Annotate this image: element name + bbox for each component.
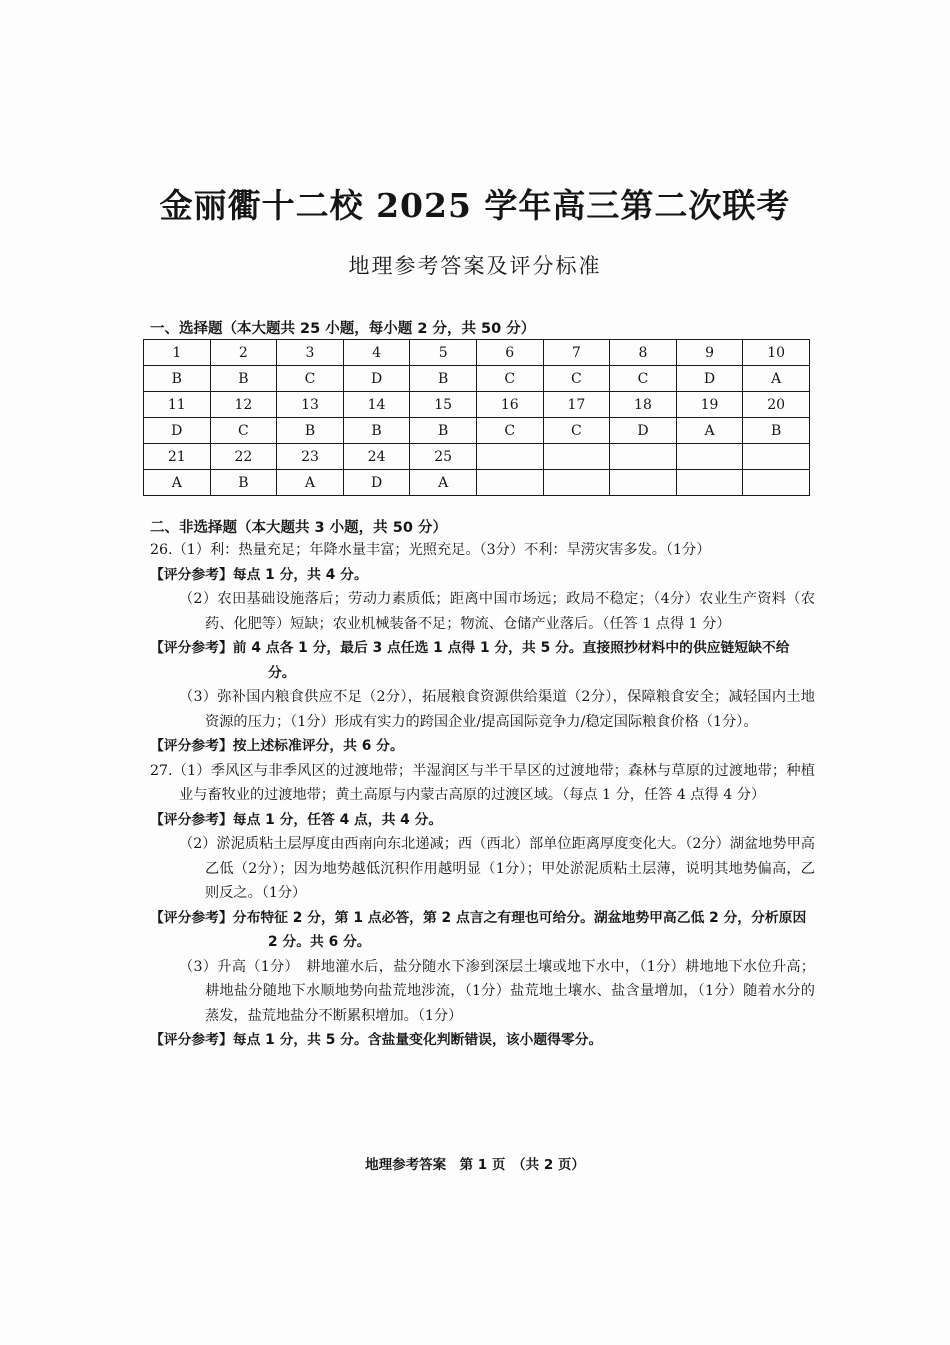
answer-table-cell: D [144, 418, 211, 444]
scoring-note: 【评分参考】前 4 点各 1 分，最后 3 点任选 1 点得 1 分，共 5 分。直接照抄材料中的供应链短缺不给分。 [150, 640, 790, 681]
section2-heading: 二、非选择题（本大题共 3 小题，共 50 分） [150, 520, 447, 536]
answer-table-row [144, 418, 810, 444]
answer-table-cell: B [277, 418, 344, 444]
scoring-note: 【评分参考】分布特征 2 分，第 1 点必答，第 2 点言之有理也可给分。湖盆地势甲高乙低 2 分，分析原因 2 分。共 6 分。 [150, 909, 807, 950]
scoring-note: 【评分参考】每点 1 分，共 5 分。含盐量变化判断错误，该小题得零分。 [150, 1032, 603, 1048]
answer-table-cell [610, 444, 677, 470]
answer-table-row [144, 340, 810, 366]
answer-table-cell: 23 [277, 444, 344, 470]
answer-table-cell: 10 [743, 340, 810, 366]
answer-table-cell: B [410, 366, 477, 392]
answer-table-cell: 9 [676, 340, 743, 366]
answer-table-cell: C [610, 366, 677, 392]
answer-table-cell: C [277, 366, 344, 392]
answer-table-cell: 16 [476, 392, 543, 418]
answer-table-cell [743, 470, 810, 496]
answer-table-cell: C [476, 366, 543, 392]
answer-table-row [144, 470, 810, 496]
answer-table-cell: D [343, 366, 410, 392]
scoring-note: 【评分参考】每点 1 分，任答 4 点，共 4 分。 [150, 811, 443, 828]
answer-table-cell: B [743, 418, 810, 444]
answer-table-cell: D [610, 418, 677, 444]
answer-item: 26.（1）利：热量充足；年降水量丰富；光照充足。（3分）不利：旱涝灾害多发。（1分） [150, 542, 711, 558]
answer-item: （2）淤泥质粘土层厚度由西南向东北递减；西（西北）部单位距离厚度变化大。（2分）湖盆地势甲高乙低（2分）；因为地势越低沉积作用越明显（1分）；甲处淤泥质粘土层薄，说明其地势偏高，乙则反之。（1分） [179, 836, 815, 901]
answer-table-cell: 22 [210, 444, 277, 470]
page-subtitle: 地理参考答案及评分标准 [348, 254, 602, 278]
answer-table-cell: 20 [743, 392, 810, 418]
answer-table-cell: B [210, 470, 277, 496]
answer-table-cell: 11 [144, 392, 211, 418]
answer-table-cell: 6 [476, 340, 543, 366]
answer-table-cell: 19 [676, 392, 743, 418]
answer-table-cell: 15 [410, 392, 477, 418]
answer-table-cell [476, 470, 543, 496]
answer-table-cell: C [543, 418, 610, 444]
answer-table-cell: 3 [277, 340, 344, 366]
answer-content [150, 538, 815, 1053]
answer-table-cell: 18 [610, 392, 677, 418]
answer-table-cell: 8 [610, 340, 677, 366]
answer-table-cell: 4 [343, 340, 410, 366]
answer-table-cell: B [343, 418, 410, 444]
answer-table-cell: A [676, 418, 743, 444]
answer-table-cell: A [410, 470, 477, 496]
answer-table-row [144, 366, 810, 392]
answer-table-cell: 17 [543, 392, 610, 418]
answer-table-cell: C [476, 418, 543, 444]
answer-table-cell: B [210, 366, 277, 392]
answer-table-cell: C [210, 418, 277, 444]
answer-table-cell: 5 [410, 340, 477, 366]
answer-table-cell [743, 444, 810, 470]
answer-table-cell: 13 [277, 392, 344, 418]
answer-table [143, 339, 810, 496]
answer-table-cell: 12 [210, 392, 277, 418]
answer-table-cell [476, 444, 543, 470]
section1-heading: 一、选择题（本大题共 25 小题，每小题 2 分，共 50 分） [150, 321, 536, 337]
answer-item: （3）升高（1分） 耕地灌水后，盐分随水下渗到深层土壤或地下水中，（1分）耕地地下水位升高；耕地盐分随地下水顺地势向盐荒地涉流，（1分）盐荒地土壤水、盐含量增加，（1分）随着水分的蒸发，盐荒地盐分不断累积增加。（1分） [179, 958, 815, 1024]
scoring-note: 【评分参考】按上述标准评分，共 6 分。 [150, 738, 404, 754]
answer-table-row [144, 444, 810, 470]
answer-table-cell: 2 [210, 340, 277, 366]
answer-table-cell [676, 444, 743, 470]
answer-table-cell: A [144, 470, 211, 496]
answer-table-cell [610, 470, 677, 496]
answer-table-cell: D [676, 366, 743, 392]
answer-table-cell: 1 [144, 340, 211, 366]
page-title: 金丽衢十二校 2025 学年高三第二次联考 [159, 186, 791, 225]
answer-table-cell: 21 [144, 444, 211, 470]
answer-table-cell: A [743, 366, 810, 392]
answer-table-cell: B [144, 366, 211, 392]
answer-table-cell: 14 [343, 392, 410, 418]
answer-table-cell: C [543, 366, 610, 392]
answer-table-cell [543, 470, 610, 496]
answer-table-cell: B [410, 418, 477, 444]
answer-table-cell: D [343, 470, 410, 496]
answer-item: （3）弥补国内粮食供应不足（2分），拓展粮食资源供给渠道（2分），保障粮食安全；减轻国内土地资源的压力；（1分）形成有实力的跨国企业/提高国际竞争力/稳定国际粮食价格（1分）。 [179, 689, 815, 730]
answer-table-cell: 7 [543, 340, 610, 366]
answer-table-row [144, 392, 810, 418]
answer-table-cell: 24 [343, 444, 410, 470]
answer-item: （2）农田基础设施落后；劳动力素质低；距离中国市场远；政局不稳定；（4分）农业生产资料（农药、化肥等）短缺；农业机械装备不足；物流、仓储产业落后。（任答 1 点得 1 分） [179, 591, 815, 632]
page-footer: 地理参考答案 第 1 页 （共 2 页） [365, 1157, 585, 1173]
scoring-note: 【评分参考】每点 1 分，共 4 分。 [150, 566, 368, 583]
answer-item: 27.（1）季风区与非季风区的过渡地带；半湿润区与半干旱区的过渡地带；森林与草原的过渡地带；种植业与畜牧业的过渡地带；黄土高原与内蒙古高原的过渡区域。（每点 1 分，任答 4 点得 4 分） [150, 762, 815, 803]
answer-table-cell: A [277, 470, 344, 496]
answer-table-cell: 25 [410, 444, 477, 470]
answer-table-cell [543, 444, 610, 470]
answer-table-cell [676, 470, 743, 496]
